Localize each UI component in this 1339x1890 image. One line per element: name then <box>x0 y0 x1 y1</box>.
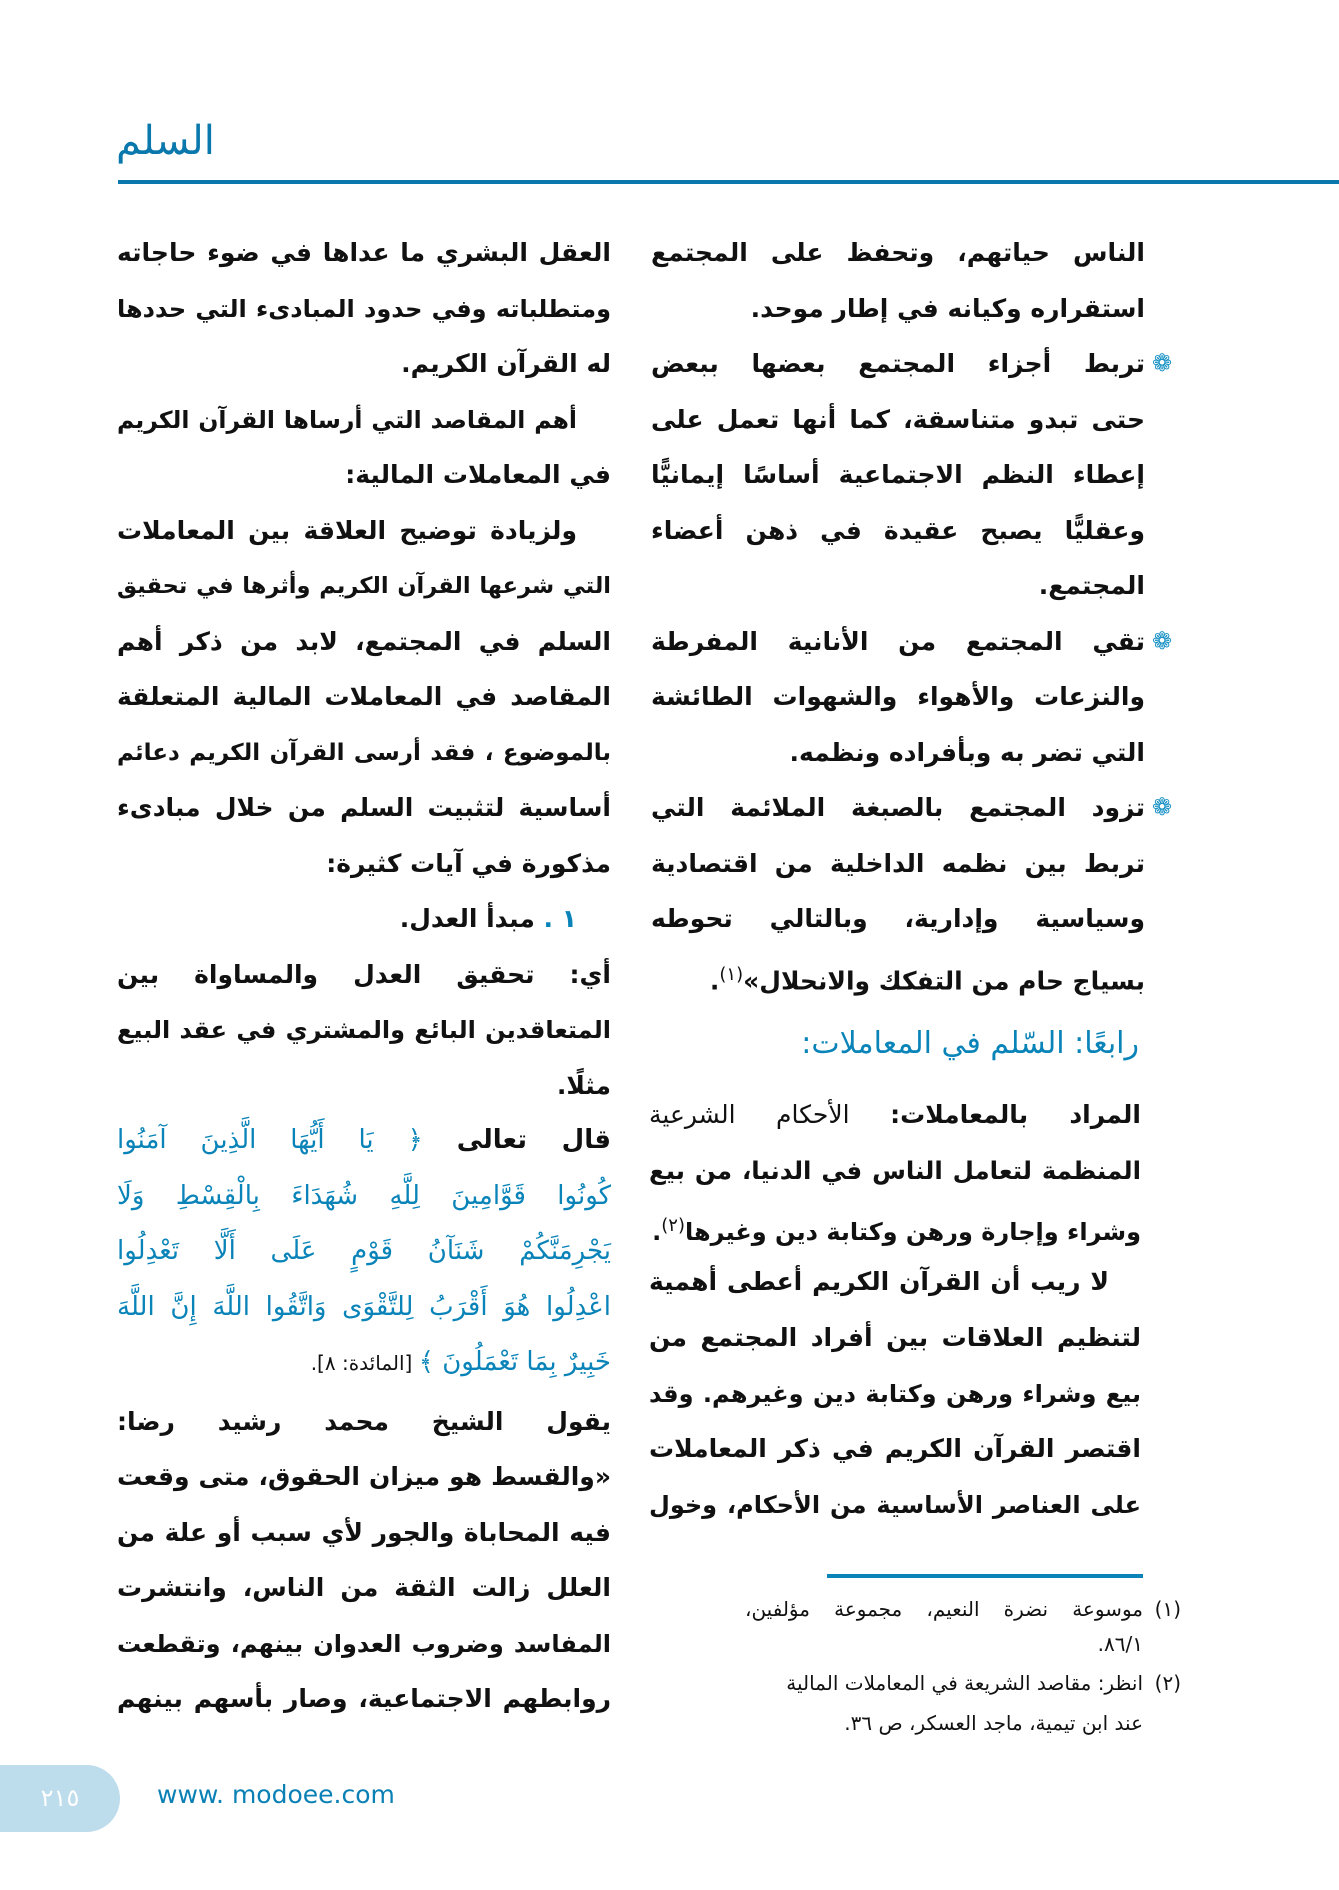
quran-verse-line: كُونُوا قَوَّامِينَ لِلَّهِ شُهَدَاءَ بِالْقِسْطِ وَلَا <box>117 1180 611 1211</box>
paragraph-line: لتنظيم العلاقات بين أفراد المجتمع من <box>649 1322 1141 1352</box>
text-line <box>117 392 577 448</box>
period: . <box>709 965 720 995</box>
paragraph-line: التي شرعها القرآن الكريم وأثرها في تحقيق <box>117 573 611 599</box>
footnote-ref-1: (١) <box>719 963 744 985</box>
paragraph-line: مبدأ العدل. <box>399 904 535 933</box>
subheading: أهم المقاصد التي أرساها القرآن الكريم <box>117 405 577 434</box>
text-line <box>649 1143 1141 1199</box>
verse-intro: قال تعالى <box>456 1125 612 1155</box>
text-line <box>117 1616 611 1672</box>
paragraph-line: المجتمع. <box>1038 571 1145 600</box>
paragraph-line: بيع وشراء ورهن وكتابة دين وغيرهم. وقد <box>649 1379 1141 1408</box>
chapter-title: السلم <box>116 118 215 164</box>
text-line <box>651 614 1145 670</box>
text-line <box>117 1002 611 1058</box>
text-line <box>651 947 1145 1003</box>
header-rule <box>118 180 1339 184</box>
text-line <box>649 1198 1141 1254</box>
paragraph-line: روابطهم الاجتماعية، وصار بأسهم بينهم <box>117 1684 611 1713</box>
paragraph-line: تربط أجزاء المجتمع بعضها ببعض <box>651 349 1145 378</box>
text-line <box>117 1058 611 1114</box>
footnote-2-text: انظر: مقاصد الشريعة في المعاملات المالية <box>786 1671 1143 1695</box>
text-line <box>117 669 611 725</box>
text-line <box>651 725 1145 781</box>
flower-bullet-icon: ❁ <box>1151 626 1173 655</box>
text-line <box>117 947 611 1003</box>
text-line <box>117 1671 611 1727</box>
paragraph-line: المفاسد وضروب العدوان بينهم، وتقطعت <box>117 1629 611 1658</box>
text-line <box>649 1310 1141 1366</box>
period: . <box>652 1218 662 1247</box>
paragraph-line: المنظمة لتعامل الناس في الدنيا، من بيع <box>649 1155 1141 1185</box>
text-line <box>651 836 1145 892</box>
text-line <box>651 669 1145 725</box>
paragraph-line: على العناصر الأساسية من الأحكام، وخول <box>649 1490 1141 1519</box>
footnote-1-text: موسوعة نضرة النعيم، مجموعة مؤلفين، <box>745 1597 1143 1621</box>
text-line <box>117 1560 611 1616</box>
text-line <box>117 281 611 337</box>
text-line <box>649 1087 1141 1143</box>
paragraph-line: تقي المجتمع من الأنانية المفرطة <box>651 626 1145 656</box>
footnote-1-number: (١) <box>1154 1597 1181 1621</box>
text-line <box>117 1223 611 1279</box>
paragraph-line: وعقليًّا يصبح عقيدة في ذهن أعضاء <box>651 515 1145 545</box>
definition-text: الأحكام الشرعية <box>649 1100 891 1129</box>
text-line <box>117 1168 611 1224</box>
text-line <box>117 336 611 392</box>
paragraph-line: حتى تبدو متناسقة، كما أنها تعمل على <box>651 404 1145 434</box>
footnote-separator <box>827 1574 1143 1578</box>
definition-term: المراد بالمعاملات: <box>890 1100 1141 1129</box>
text-line <box>649 1366 1141 1422</box>
paragraph-line: اقتصر القرآن الكريم في ذكر المعاملات <box>649 1434 1141 1464</box>
paragraph-line: يقول الشيخ محمد رشيد رضا: <box>117 1407 611 1436</box>
paragraph-line: المقاصد في المعاملات المالية المتعلقة <box>117 682 611 711</box>
text-line <box>649 1421 1141 1477</box>
text-line <box>651 558 1145 614</box>
paragraph-line: الناس حياتهم، وتحفظ على المجتمع <box>651 238 1145 267</box>
quran-verse-line: اعْدِلُوا هُوَ أَقْرَبُ لِلتَّقْوَى وَاتَّقُوا اللَّهَ إِنَّ اللَّهَ <box>117 1291 611 1322</box>
text-line <box>117 1505 611 1561</box>
paragraph-line: مثلًا. <box>556 1070 611 1100</box>
paragraph-line: العقل البشري ما عداها في ضوء حاجاته <box>117 238 611 267</box>
text-line <box>117 725 611 781</box>
paragraph-line: بالموضوع ، فقد أرسى القرآن الكريم دعائم <box>117 739 611 766</box>
paragraph-line: إعطاء النظم الاجتماعية أساسًا إيمانيًّا <box>651 460 1145 489</box>
verse-reference: [المائدة: ٨]. <box>310 1351 419 1375</box>
quran-verse-line: ﴿ يَا أَيُّهَا الَّذِينَ آمَنُوا <box>117 1125 423 1155</box>
paragraph-line: استقراره وكيانه في إطار موحد. <box>750 293 1145 323</box>
paragraph-line: «والقسط هو ميزان الحقوق، متى وقعت <box>117 1462 611 1492</box>
paragraph-line: والنزعات والأهواء والشهوات الطائشة <box>651 682 1145 711</box>
flower-bullet-icon: ❁ <box>1151 349 1173 377</box>
quran-verse-line: خَبِيرٌ بِمَا تَعْمَلُونَ ﴾ <box>418 1347 611 1377</box>
text-line <box>117 1334 611 1390</box>
text-line <box>651 891 1145 947</box>
paragraph-line: مذكورة في آيات كثيرة: <box>326 848 611 878</box>
section-heading: رابعًا: السّلم في المعاملات: <box>801 1026 1139 1061</box>
quran-verse-line: يَجْرِمَنَّكُمْ شَنَآنُ قَوْمٍ عَلَى أَلَّا تَعْدِلُوا <box>117 1236 611 1266</box>
page-number-badge: ٢١٥ <box>0 1765 120 1832</box>
text-line <box>651 392 1145 448</box>
text-line <box>117 1449 611 1505</box>
paragraph-line: ولزيادة توضيح العلاقة بين المعاملات <box>117 515 577 545</box>
principle-number: ١ . <box>543 904 577 933</box>
text-line <box>117 891 577 947</box>
paragraph-line: أي: تحقيق العدل والمساواة بين <box>117 959 611 989</box>
paragraph-line: وشراء وإجارة ورهن وكتابة دين وغيرها <box>685 1218 1141 1247</box>
footnote-1 <box>745 1591 1143 1627</box>
text-line <box>117 614 611 670</box>
text-line <box>651 336 1145 392</box>
text-line <box>651 225 1145 281</box>
website-link[interactable]: www. modoee.com <box>157 1780 395 1809</box>
text-line <box>117 1279 611 1335</box>
text-line <box>117 1112 611 1168</box>
paragraph-line: بسياج حام من التفكك والانحلال» <box>743 965 1145 995</box>
paragraph-line: وسياسية وإدارية، وبالتالي تحوطه <box>651 904 1145 933</box>
text-line <box>117 447 611 503</box>
text-line <box>651 447 1145 503</box>
footnote-2-cont: عند ابن تيمية، ماجد العسكر، ص ٣٦. <box>844 1711 1143 1735</box>
paragraph-line: له القرآن الكريم. <box>401 349 611 378</box>
paragraph-line: ومتطلباته وفي حدود المبادىء التي حددها <box>117 294 611 323</box>
paragraph-line: العلل زالت الثقة من الناس، وانتشرت <box>117 1573 611 1603</box>
footnote-ref-2: (٢) <box>661 1215 685 1237</box>
text-line <box>117 503 577 559</box>
text-line <box>117 836 611 892</box>
text-line <box>651 281 1145 337</box>
subheading: في المعاملات المالية: <box>345 460 611 489</box>
text-line <box>651 503 1145 559</box>
text-line <box>117 225 611 281</box>
paragraph-line: فيه المحاباة والجور لأي سبب أو علة من <box>117 1517 611 1547</box>
flower-bullet-icon: ❁ <box>1151 793 1173 821</box>
paragraph-line: السلم في المجتمع، لابد من ذكر أهم <box>117 626 611 656</box>
text-line <box>117 558 611 614</box>
text-line <box>649 1254 1109 1310</box>
text-line <box>651 780 1145 836</box>
text-line <box>649 1477 1141 1533</box>
paragraph-line: تزود المجتمع بالصبغة الملائمة التي <box>651 793 1145 822</box>
paragraph-line: المتعاقدين البائع والمشتري في عقد البيع <box>117 1016 611 1044</box>
footnote-2-number: (٢) <box>1154 1671 1181 1695</box>
text-line <box>117 780 611 836</box>
text-line <box>117 1394 611 1450</box>
paragraph-line: أساسية لتثبيت السلم من خلال مبادىء <box>117 793 611 822</box>
paragraph-line: تربط بين نظمه الداخلية من اقتصادية <box>651 848 1145 878</box>
paragraph-line: التي تضر به وبأفراده ونظمه. <box>789 737 1145 767</box>
footnote-1-cont: ٨٦/١. <box>1097 1632 1143 1656</box>
paragraph-line: لا ريب أن القرآن الكريم أعطى أهمية <box>649 1267 1109 1297</box>
footnote-2 <box>745 1665 1143 1701</box>
text-line <box>651 1016 1139 1072</box>
